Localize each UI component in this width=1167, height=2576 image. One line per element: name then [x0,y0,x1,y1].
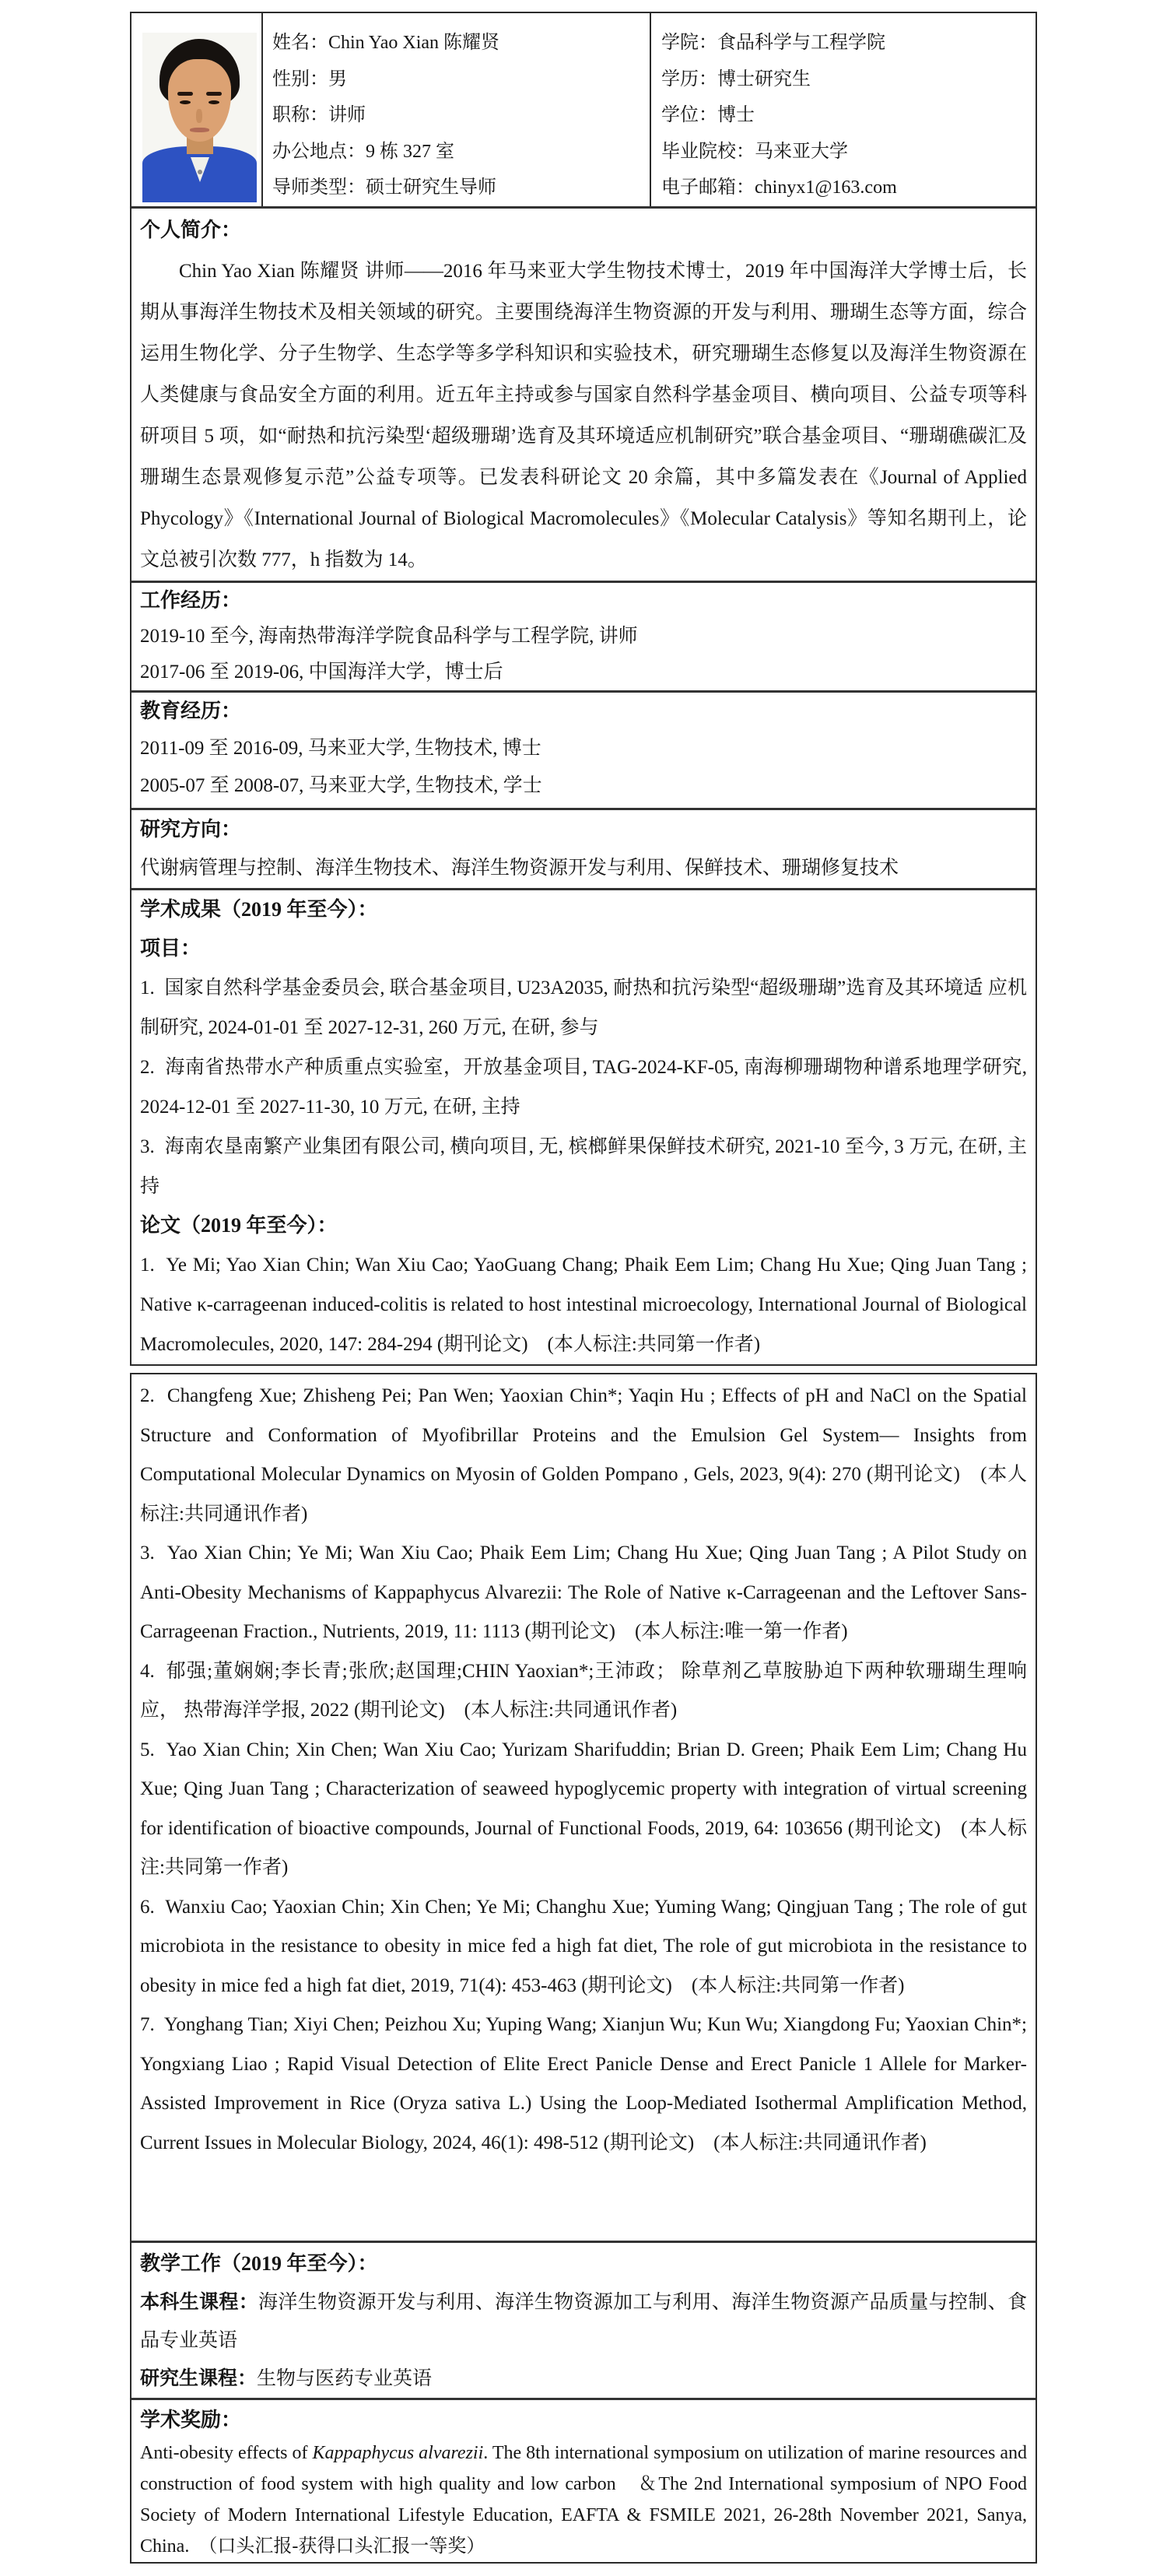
research-directions-text: 代谢病管理与控制、海洋生物技术、海洋生物资源开发与利用、保鲜技术、珊瑚修复技术 [140,858,899,879]
section-intro-title: 个人简介： [140,219,242,241]
table-block-2 [130,1373,1037,2564]
section-education-title: 教育经历： [140,700,242,722]
section-intro [131,206,1036,581]
field-email-label: 电子邮箱： [661,177,755,198]
section-work-experience [131,581,1036,690]
field-education-level [661,61,1036,98]
field-office-value: 9 栋 327 室 [366,141,454,162]
field-degree-value: 博士 [717,105,755,125]
photo-button [198,170,202,174]
photo-eyebrow [177,92,193,96]
field-degree [661,97,1036,134]
field-office [272,134,650,170]
field-graduate-school [661,134,1036,170]
education-item: 2005-07 至 2008-07, 马来亚大学, 生物技术, 学士 [140,775,542,796]
photo-eye [209,100,219,104]
education-item: 2011-09 至 2016-09, 马来亚大学, 生物技术, 博士 [140,738,541,759]
section-research-title: 研究方向： [140,818,242,841]
field-name [272,25,650,61]
section-achievements [131,888,1036,1364]
field-graduate-school-value: 马来亚大学 [755,141,848,162]
section-teaching [131,2241,1036,2398]
field-advisor-type-value: 硕士研究生导师 [366,177,496,198]
work-item: 2019-10 至今, 海南热带海洋学院食品科学与工程学院, 讲师 [140,626,638,647]
undergrad-courses-value: 海洋生物资源开发与利用、海洋生物资源加工与利用、海洋生物资源产品质量与控制、食品专业英语 [140,2292,1027,2351]
award-species-italic: Kappaphycus alvarezii [312,2443,484,2463]
field-gender-label: 性别： [272,68,328,89]
undergrad-courses [140,2283,1027,2360]
photo-cell [131,13,263,206]
intro-paragraph: Chin Yao Xian 陈耀贤 讲师——2016 年马来亚大学生物技术博士，2019 年中国海洋大学博士后，长期从事海洋生物技术及相关领域的研究。主要围绕海洋生物资源的开发与利用、珊瑚生态等方面，综合运用生物化学、分子生物学、生态学等多学科知识和实验技术，研究珊瑚生态修复以及海洋生物资源在人类健康与食品安全方面的利用。近五年主持或参与国家自然科学基金项目、横向项目、公益专项等科研项目 5 项，如“耐热和抗污染型‘超级珊瑚’选育及其环境适应机制研究”联合基金项目、“珊瑚礁碳汇及珊瑚生态景观修复示范”公益专项等。已发表科研论文 20 余篇，其中多篇发表在《Journal of Applied Phycology》《International Journal of Biological Macromolecules》《Molecular Catalysis》等知名期刊上，论文总被引次数 777，h 指数为 14。 [140,261,1027,570]
project-item: 3. 海南农垦南繁产业集团有限公司, 横向项目, 无, 槟榔鲜果保鲜技术研究, 2021-10 至今, 3 万元, 在研, 主持 [140,1136,1027,1197]
section-research-directions [131,808,1036,888]
profile-row [131,13,1036,206]
project-item: 1. 国家自然科学基金委员会, 联合基金项目, U23A2035, 耐热和抗污染型“超级珊瑚”选育及其环境适 应机制研究, 2024-01-01 至 2027-12-31, 260 万元, 在研, 参与 [140,977,1027,1038]
field-title [272,97,650,134]
section-awards [131,2398,1036,2562]
paper-item: 2. Changfeng Xue; Zhisheng Pei; Pan Wen; Yaoxian Chin*; Yaqin Hu ; Effects of pH and NaCl on the Spatial Structure and Conformation of Myofibrillar Proteins and the Emulsion Gel System— Insights from Computational Molecular Dynamics on Myosin of Golden Pompano , Gels, 2023, 9(4): 270 (期刊论文) (本人标注:共同通讯作者) [140,1385,1027,1525]
field-office-label: 办公地点： [272,141,366,162]
field-name-value: Chin Yao Xian 陈耀贤 [328,33,500,53]
paper-item: 3. Yao Xian Chin; Ye Mi; Wan Xiu Cao; Phaik Eem Lim; Chang Hu Xue; Qing Juan Tang ; A Pilot Study on Anti-Obesity Mechanisms of Kappaphycus Alvarezii: The Role of Native κ-Carrageenan and the Leftover Sans-Carrageenan Fraction., Nutrients, 2019, 11: 1113 (期刊论文) (本人标注:唯一第一作者) [140,1542,1027,1642]
work-item: 2017-06 至 2019-06, 中国海洋大学，博士后 [140,662,503,683]
section-teaching-title: 教学工作（2019 年至今）： [140,2252,378,2275]
paper-item: 5. Yao Xian Chin; Xin Chen; Wan Xiu Cao; Yurizam Sharifuddin; Brian D. Green; Phaik Eem Lim; Chang Hu Xue; Qing Juan Tang ; Characterization of seaweed hypoglycemic property with integration of virtual screening for identification of bioactive compounds, Journal of Functional Foods, 2019, 64: 103656 (期刊论文) (本人标注:共同第一作者) [140,1739,1027,1878]
paper-item: 4. 郁强;董娴娴;李长青;张欣;赵国理;CHIN Yaoxian*;王沛政； 除草剂乙草胺胁迫下两种软珊瑚生理响应， 热带海洋学报, 2022 (期刊论文) (本人标注:共同通讯作者) [140,1660,1027,1721]
portrait-photo [142,33,257,202]
section-achievements-title: 学术成果（2019 年至今）： [140,898,378,921]
award-text-post: . The 8th international symposium on utilization of marine resources and construction of food system with high quality and low carbon ＆The 2nd International symposium of NPO Food Society of Modern International Lifestyle Education, EAFTA & FSMILE 2021, 26-28th November 2021, Sanya, China. （口头汇报-获得口头汇报一等奖） [140,2443,1028,2557]
photo-eyebrow [206,92,222,96]
photo-nose [196,109,202,123]
papers-subtitle: 论文（2019 年至今）： [140,1214,338,1237]
field-email [661,170,1036,206]
basic-info-right [650,13,1036,206]
field-education-level-value: 博士研究生 [717,68,811,89]
photo-face [168,59,231,142]
paper-item: 1. Ye Mi; Yao Xian Chin; Wan Xiu Cao; YaoGuang Chang; Phaik Eem Lim; Chang Hu Xue; Qing Juan Tang ; Native κ-carrageenan induced-colitis is related to host intestinal microecology, International Journal of Biological Macromolecules, 2020, 147: 284-294 (期刊论文) (本人标注:共同第一作者) [140,1255,1027,1355]
section-education [131,690,1036,808]
field-advisor-type [272,170,650,206]
table-block-1 [130,12,1037,1366]
field-title-value: 讲师 [328,105,366,125]
section-awards-title: 学术奖励： [140,2409,242,2431]
field-education-level-label: 学历： [661,68,717,89]
basic-info-left [263,13,650,206]
grad-courses-label: 研究生课程： [140,2368,258,2389]
photo-mouth [190,128,209,132]
section-papers-continued [131,1374,1036,2241]
field-email-value: chinyx1@163.com [755,177,897,198]
paper-item: 7. Yonghang Tian; Xiyi Chen; Peizhou Xu; Yuping Wang; Xianjun Wu; Kun Wu; Xiangdong Fu; Yaoxian Chin*; Yongxiang Liao ; Rapid Visual Detection of Elite Erect Panicle Dense and Erect Panicle 1 Allele for Marker-Assisted Improvement in Rice (Oryza sativa L.) Using the Loop-Mediated Isothermal Amplification Method, Current Issues in Molecular Biology, 2024, 46(1): 498-512 (期刊论文) (本人标注:共同通讯作者) [140,2014,1027,2153]
undergrad-courses-label: 本科生课程： [140,2292,259,2313]
grad-courses [140,2360,1027,2398]
grad-courses-value: 生物与医药专业英语 [257,2368,433,2389]
award-item [140,2437,1027,2562]
field-degree-label: 学位： [661,105,717,125]
field-name-label: 姓名： [272,33,328,53]
field-college-label: 学院： [661,33,717,53]
award-text-pre: Anti-obesity effects of [140,2443,313,2463]
field-gender [272,61,650,98]
field-college [661,25,1036,61]
field-college-value: 食品科学与工程学院 [717,33,885,53]
projects-subtitle: 项目： [140,937,202,960]
field-gender-value: 男 [328,68,347,89]
field-advisor-type-label: 导师类型： [272,177,366,198]
photo-eye [180,100,191,104]
project-item: 2. 海南省热带水产种质重点实验室，开放基金项目, TAG-2024-KF-05, 南海柳珊瑚物种谱系地理学研究, 2024-12-01 至 2027-11-30, 10 万元, 在研, 主持 [140,1057,1027,1118]
field-graduate-school-label: 毕业院校： [661,141,755,162]
section-work-title: 工作经历： [140,589,242,612]
field-title-label: 职称： [272,105,328,125]
paper-item: 6. Wanxiu Cao; Yaoxian Chin; Xin Chen; Ye Mi; Changhu Xue; Yuming Wang; Qingjuan Tang ; The role of gut microbiota in the resistance to obesity in mice fed a high fat diet, The role of gut microbiota in the resistance to obesity in mice fed a high fat diet, 2019, 71(4): 453-463 (期刊论文) (本人标注:共同第一作者) [140,1896,1027,1996]
